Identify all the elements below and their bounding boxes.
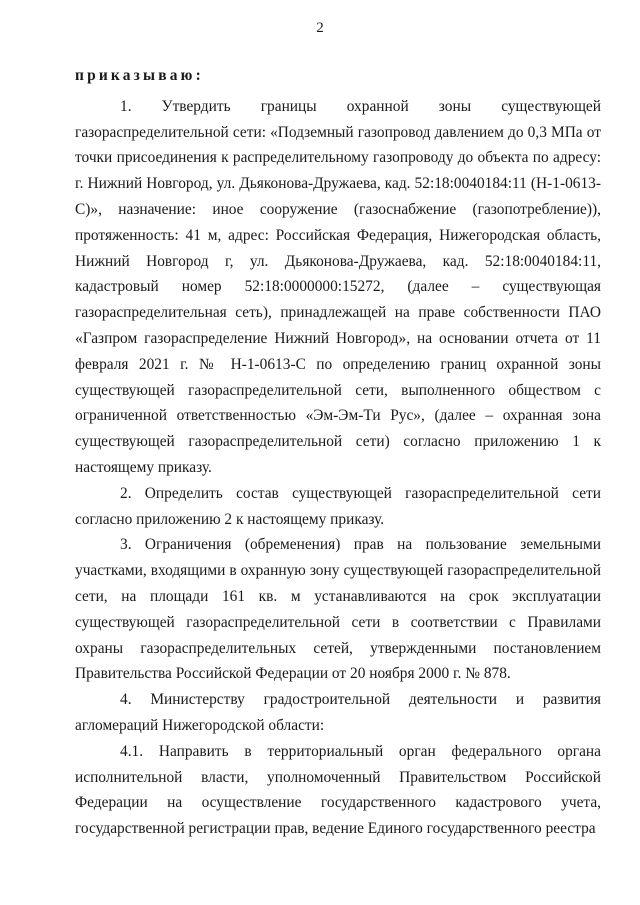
paragraph-2-network-composition: 2. Определить состав существующей газораспределительной сети согласно приложению 2 к настоящему приказу. — [75, 484, 601, 528]
paragraph-4-ministry: 4. Министерству градостроительной деятельности и развития агломераций Нижегородской области: — [75, 691, 601, 734]
order-heading: приказываю: — [75, 67, 204, 84]
paragraph-1-approve-boundaries: 1. Утвердить границы охранной зоны существующей газораспределительной сети: «Подземный газопровод давлением до 0,3 МПа от точки присоединения к распределительному газопроводу до объекта по адресу: г. Нижний Новгород, ул. Дьяконова-Дружаева, кад. 52:18:0040184:11 (Н-1-0613-С)», назначение: иное сооружение (газоснабжение (газопотребление)), протяженность: 41 м, адрес: Российская Федерация, Нижегородская область, Нижний Новгород г, ул. Дьяконова-Дружаева, кад. 52:18:0040184:11, кадастровый номер 52:18:0000000:15272, (далее – существующая газораспределительная сеть), принадлежащей на праве собственности ПАО «Газпром газораспределение Нижний Новгород», на основании отчета от 11 февраля 2021 г. № Н-1-0613-С по определению границ охранной зоны существующей газораспределительной сети, выполненного обществом с ограниченной ответственностью «Эм-Эм-Ти Рус», (далее – охранная зона существующей газораспределительной сети) согласно приложению 1 к настоящему приказу. — [75, 97, 601, 476]
paragraph-3-land-restrictions: 3. Ограничения (обременения) прав на пользование земельными участками, входящими в охранную зону существующей газораспределительной сети, на площади 161 кв. м устанавливаются на срок эксплуатации существующей газораспределительной сети в соответствии с Правилами охраны газораспределительных сетей, утвержденными постановлением Правительства Российской Федерации от 20 ноября 2000 г. № 878. — [75, 536, 601, 683]
page-number: 2 — [316, 20, 324, 36]
document-body — [75, 63, 601, 842]
paragraph-4-1-send-to-authority: 4.1. Направить в территориальный орган федерального органа исполнительной власти, уполномоченный Правительством Российской Федерации на осуществление государственного кадастрового учета, государственной регистрации прав, ведение Единого государственного реестра — [75, 742, 601, 838]
